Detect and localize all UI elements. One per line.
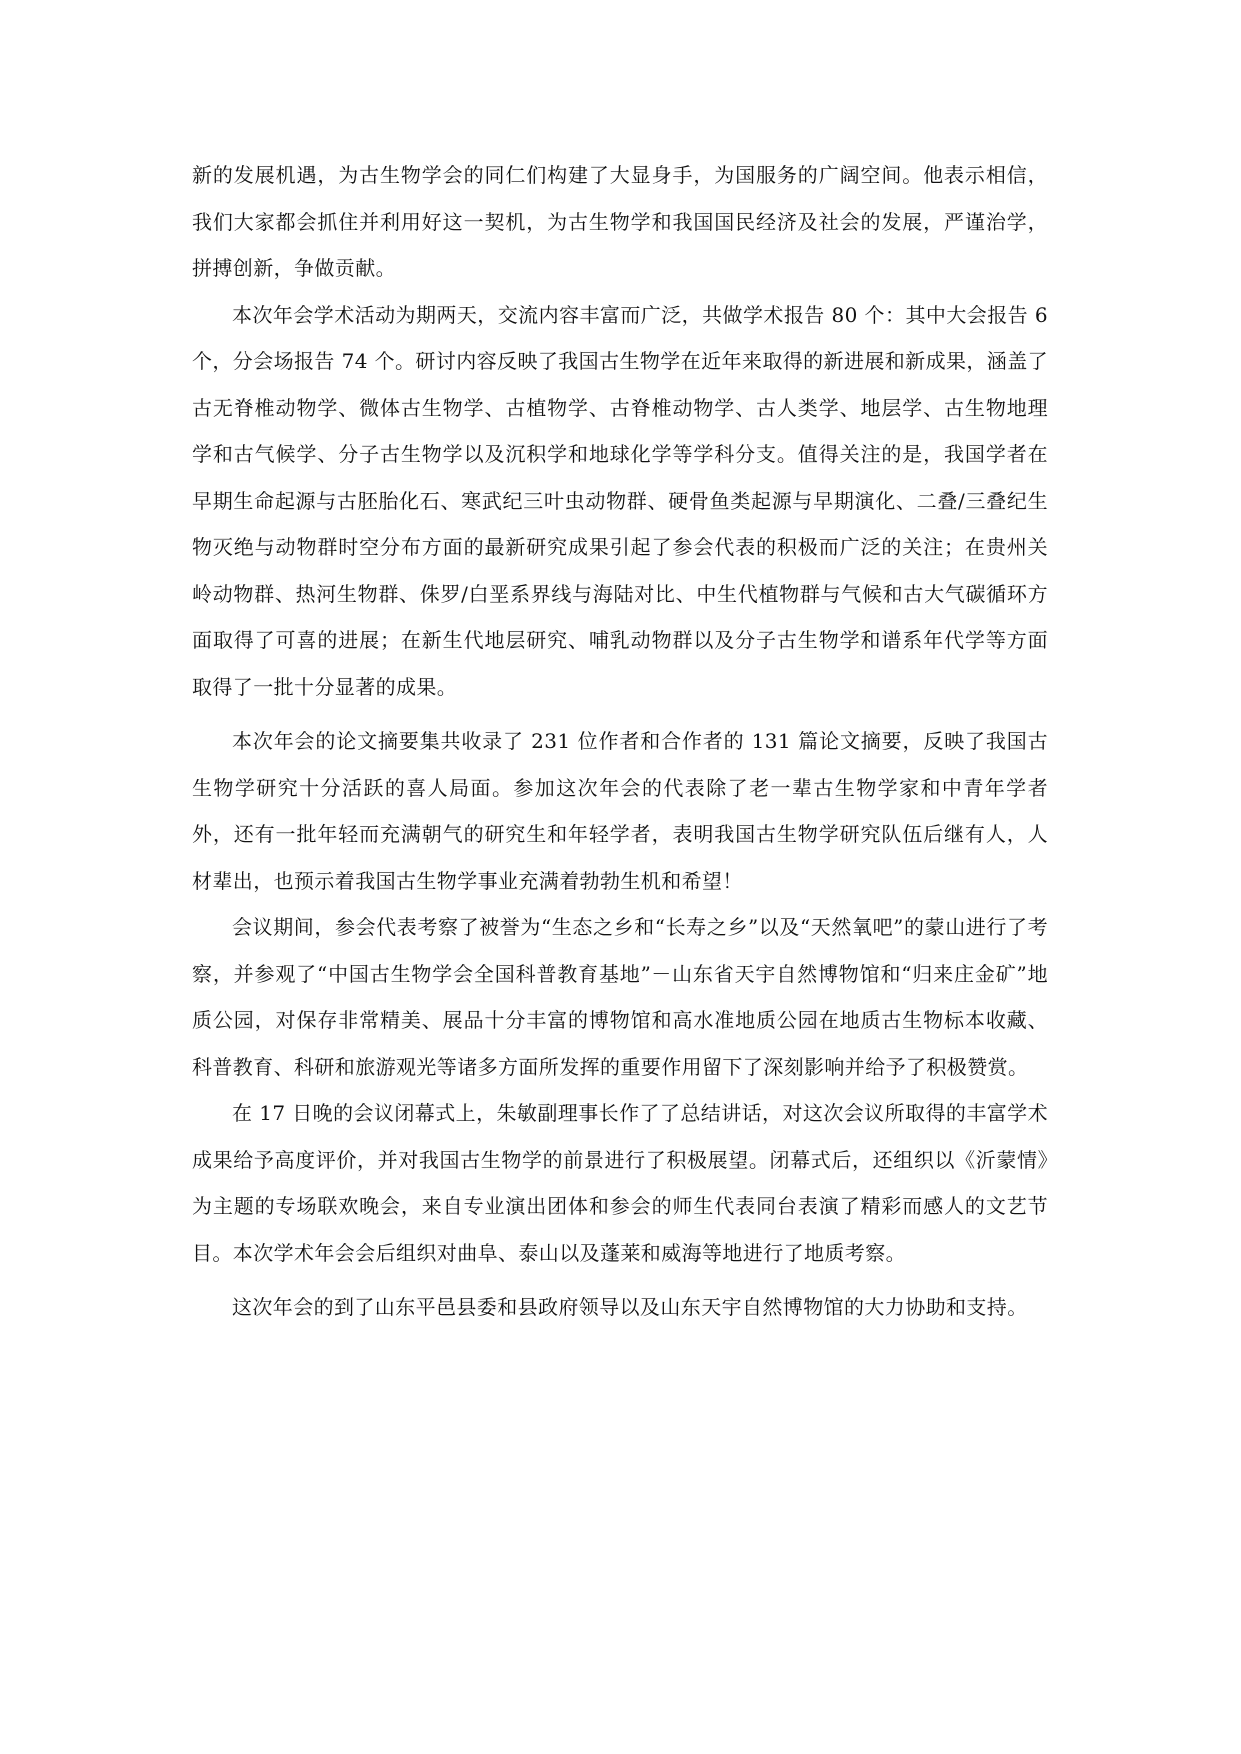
paragraph-2: 本次年会学术活动为期两天，交流内容丰富而广泛，共做学术报告 80 个：其中大会报告 6 个，分会场报告 74 个。研讨内容反映了我国古生物学在近年来取得的新进展和新成果，涵盖了古无脊椎动物学、微体古生物学、古植物学、古脊椎动物学、古人类学、地层学、古生物地理学和古气候学、分子古生物学以及沉积学和地球化学等学科分支。值得关注的是，我国学者在早期生命起源与古胚胎化石、寒武纪三叶虫动物群、硬骨鱼类起源与早期演化、二叠/三叠纪生物灭绝与动物群时空分布方面的最新研究成果引起了参会代表的积极而广泛的关注；在贵州关岭动物群、热河生物群、侏罗/白垩系界线与海陆对比、中生代植物群与气候和古大气碳循环方面取得了可喜的进展；在新生代地层研究、哺乳动物群以及分子古生物学和谱系年代学等方面取得了一批十分显著的成果。 [192,302,1048,699]
paragraph-5: 在 17 日晚的会议闭幕式上，朱敏副理事长作了了总结讲话，对这次会议所取得的丰富学术成果给予高度评价，并对我国古生物学的前景进行了积极展望。闭幕式后，还组织以《沂蒙情》为主题的专场联欢晚会，来自专业演出团体和参会的师生代表同台表演了精彩而感人的文艺节目。本次学术年会会后组织对曲阜、泰山以及蓬莱和威海等地进行了地质考察。 [192,1101,1048,1265]
paragraph-4: 会议期间，参会代表考察了被誉为“生态之乡和“长寿之乡”以及“天然氧吧”的蒙山进行了考察，并参观了“中国古生物学会全国科普教育基地”－山东省天宇自然博物馆和“归来庄金矿”地质公园，对保存非常精美、展品十分丰富的博物馆和高水准地质公园在地质古生物标本收藏、科普教育、科研和旅游观光等诸多方面所发挥的重要作用留下了深刻影响并给予了积极赞赏。 [192,915,1048,1079]
paragraph-3: 本次年会的论文摘要集共收录了 231 位作者和合作者的 131 篇论文摘要，反映了我国古生物学研究十分活跃的喜人局面。参加这次年会的代表除了老一辈古生物学家和中青年学者外，还有一批年轻而充满朝气的研究生和年轻学者，表明我国古生物学研究队伍后继有人，人材辈出，也预示着我国古生物学事业充满着勃勃生机和希望！ [192,729,1048,893]
document-page [192,152,1048,1331]
paragraph-6: 这次年会的到了山东平邑县委和县政府领导以及山东天宇自然博物馆的大力协助和支持。 [232,1295,1028,1319]
paragraph-1: 新的发展机遇，为古生物学会的同仁们构建了大显身手，为国服务的广阔空间。他表示相信，我们大家都会抓住并利用好这一契机，为古生物学和我国国民经济及社会的发展，严谨治学，拼搏创新，争做贡献。 [192,163,1048,280]
